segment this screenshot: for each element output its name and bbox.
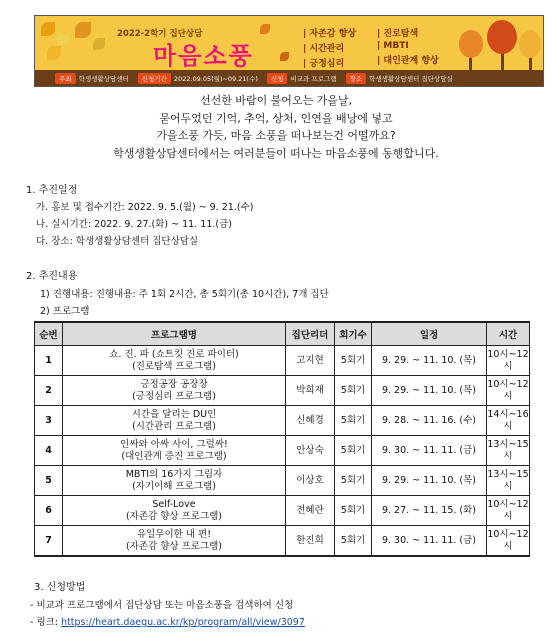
table-row xyxy=(35,346,530,376)
intro-line: 가을소풍 가듯, 마음 소풍을 떠나보는건 어떨까요? xyxy=(156,129,396,142)
tree-icon xyxy=(459,30,483,58)
sessions-cell: 5회기 xyxy=(335,496,372,526)
program-category: (자존감 향상 프로그램) xyxy=(125,540,223,552)
schedule-cell: 9. 29. ~ 11. 10. (목) xyxy=(372,466,487,496)
banner-tag: | 긍정심리 xyxy=(303,59,345,69)
leaf-decoration xyxy=(57,34,69,46)
intro-line: 묻어두었던 기억, 추억, 상처, 인연을 배낭에 넣고 xyxy=(159,111,393,125)
program-name: 긍정공장 공장장 xyxy=(140,378,208,390)
time-cell: 10시~12시 xyxy=(487,496,530,526)
row-number: 5 xyxy=(35,466,63,496)
time-cell: 14시~16시 xyxy=(487,406,530,436)
schedule-item: 나. 실시기간: 2022. 9. 27.(화) ~ 11. 11.(금) xyxy=(36,219,232,230)
program-name: 쇼. 진. 파 (쇼트킷 진로 파이터) xyxy=(109,348,239,360)
column-header: 집단리더 xyxy=(286,322,335,346)
program-name-cell xyxy=(63,376,286,406)
place-label: 장소 xyxy=(346,73,367,84)
leaf-decoration xyxy=(75,22,91,38)
sessions-cell: 5회기 xyxy=(335,526,372,557)
table-row xyxy=(35,436,530,466)
banner-subtitle: 2022-2학기 집단상담 xyxy=(117,29,203,39)
banner-tags-left xyxy=(303,26,356,69)
intro-text xyxy=(0,92,552,162)
tree-icon xyxy=(487,20,517,54)
program-name: 인싸와 아싸 사이, 그럴싸! xyxy=(120,438,228,450)
intro-line: 학생생활상담센터에서는 여러분들이 떠나는 마음소풍에 동행합니다. xyxy=(113,146,439,160)
program-category: (대인관계 증진 프로그램) xyxy=(121,450,227,462)
leader-cell: 전혜란 xyxy=(286,496,335,526)
apply-link-line xyxy=(30,614,305,628)
period-label: 신청기간 xyxy=(138,73,171,84)
schedule-item: 가. 홍보 및 접수기간: 2022. 9. 5.(월) ~ 9. 21.(수) xyxy=(36,202,254,213)
program-category: (자기이해 프로그램) xyxy=(132,480,216,492)
schedule-cell: 9. 27. ~ 11. 15. (화) xyxy=(372,496,487,526)
banner-title: 마음소풍 xyxy=(153,42,254,70)
program-name-cell xyxy=(63,496,286,526)
section-schedule-title: 1. 추진일정 xyxy=(26,185,78,196)
program-name-cell xyxy=(63,346,286,376)
host-label: 주최 xyxy=(55,73,76,84)
program-table xyxy=(34,321,530,557)
leader-cell: 신혜경 xyxy=(286,406,335,436)
sessions-cell: 5회기 xyxy=(335,466,372,496)
banner-tag: | MBTI xyxy=(377,41,409,51)
program-category: (긍정심리 프로그램) xyxy=(132,390,216,402)
leaf-decoration xyxy=(260,24,270,34)
leader-cell: 고지현 xyxy=(286,346,335,376)
banner-tag: | 대인관계 향상 xyxy=(377,56,439,66)
table-row xyxy=(35,376,530,406)
section-apply-title: 3. 신청방법 xyxy=(34,582,86,593)
leader-cell: 이상호 xyxy=(286,466,335,496)
tree-icon xyxy=(519,30,541,58)
sessions-cell: 5회기 xyxy=(335,406,372,436)
banner-tag: | 자존감 향상 xyxy=(303,29,357,39)
time-cell: 13시~15시 xyxy=(487,466,530,496)
content-item: 1) 진행내용: 진행내용: 주 1회 2시간, 총 5회기(총 10시간), 7개 집단 xyxy=(40,289,329,300)
intro-line: 선선한 바람이 불어오는 가을날, xyxy=(199,94,353,107)
banner-tags-right xyxy=(377,26,439,66)
column-header: 순번 xyxy=(35,322,63,346)
row-number: 4 xyxy=(35,436,63,466)
time-cell: 10시~12시 xyxy=(487,346,530,376)
apply-label: 신청 xyxy=(267,73,288,84)
leader-cell: 안상숙 xyxy=(286,436,335,466)
table-header-row xyxy=(35,322,530,346)
time-cell: 10시~12시 xyxy=(487,526,530,557)
banner-info-bar xyxy=(35,70,544,86)
schedule-cell: 9. 29. ~ 11. 10. (목) xyxy=(372,376,487,406)
content-item: 2) 프로그램 xyxy=(40,306,90,317)
time-cell: 10시~12시 xyxy=(487,376,530,406)
apply-instruction: - 비교과 프로그램에서 집단상담 또는 마음소풍을 검색하여 신청 xyxy=(30,600,294,611)
banner-tag: | 시간관리 xyxy=(303,44,345,54)
time-cell: 13시~15시 xyxy=(487,436,530,466)
column-header: 회기수 xyxy=(335,322,372,346)
leader-cell: 한진희 xyxy=(286,526,335,557)
table-row xyxy=(35,466,530,496)
program-category: (자존감 향상 프로그램) xyxy=(125,510,223,522)
section-content-title: 2. 추진내용 xyxy=(26,271,78,282)
row-number: 7 xyxy=(35,526,63,557)
program-name-cell xyxy=(63,406,286,436)
program-name: Self-Love xyxy=(152,498,196,510)
program-name-cell xyxy=(63,436,286,466)
link-label: - 링크: xyxy=(30,617,62,628)
leaf-decoration xyxy=(47,46,61,60)
row-number: 2 xyxy=(35,376,63,406)
schedule-cell: 9. 28. ~ 11. 16. (수) xyxy=(372,406,487,436)
row-number: 1 xyxy=(35,346,63,376)
table-row xyxy=(35,406,530,436)
schedule-cell: 9. 30. ~ 11. 11. (금) xyxy=(372,526,487,557)
program-category: (진로탐색 프로그램) xyxy=(132,360,216,372)
sessions-cell: 5회기 xyxy=(335,376,372,406)
leaf-decoration xyxy=(280,52,289,61)
banner-tag: | 진로탐색 xyxy=(377,29,419,39)
place-value: 학생생활상담센터 집단상담실 xyxy=(369,74,453,83)
row-number: 3 xyxy=(35,406,63,436)
column-header: 일정 xyxy=(372,322,487,346)
apply-value: 비교과 프로그램 xyxy=(290,74,337,83)
program-name-cell xyxy=(63,466,286,496)
table-row xyxy=(35,496,530,526)
leaf-decoration xyxy=(41,22,55,36)
program-name: MBTI의 16가지 그림자 xyxy=(125,468,223,480)
schedule-item: 다. 장소: 학생생활상담센터 집단상담실 xyxy=(36,236,199,247)
sessions-cell: 5회기 xyxy=(335,346,372,376)
program-category: (시간관리 프로그램) xyxy=(132,420,216,432)
schedule-cell: 9. 29. ~ 11. 10. (목) xyxy=(372,346,487,376)
leader-cell: 박희재 xyxy=(286,376,335,406)
leaf-decoration xyxy=(93,38,105,50)
row-number: 6 xyxy=(35,496,63,526)
sessions-cell: 5회기 xyxy=(335,436,372,466)
host-value: 학생생활상담센터 xyxy=(78,74,129,83)
program-name: 시간을 달리는 DU인 xyxy=(131,408,217,420)
column-header: 시간 xyxy=(487,322,530,346)
table-row xyxy=(35,526,530,557)
program-banner xyxy=(34,15,544,87)
apply-link[interactable]: https://heart.daegu.ac.kr/kp/program/all/view/3097 xyxy=(61,617,305,628)
period-value: 2022.09.05(월)~09.21(수) xyxy=(173,74,258,83)
program-name-cell xyxy=(63,526,286,557)
column-header: 프로그램명 xyxy=(63,322,286,346)
program-name: 유일무이한 내 편! xyxy=(136,528,212,540)
schedule-cell: 9. 30. ~ 11. 11. (금) xyxy=(372,436,487,466)
